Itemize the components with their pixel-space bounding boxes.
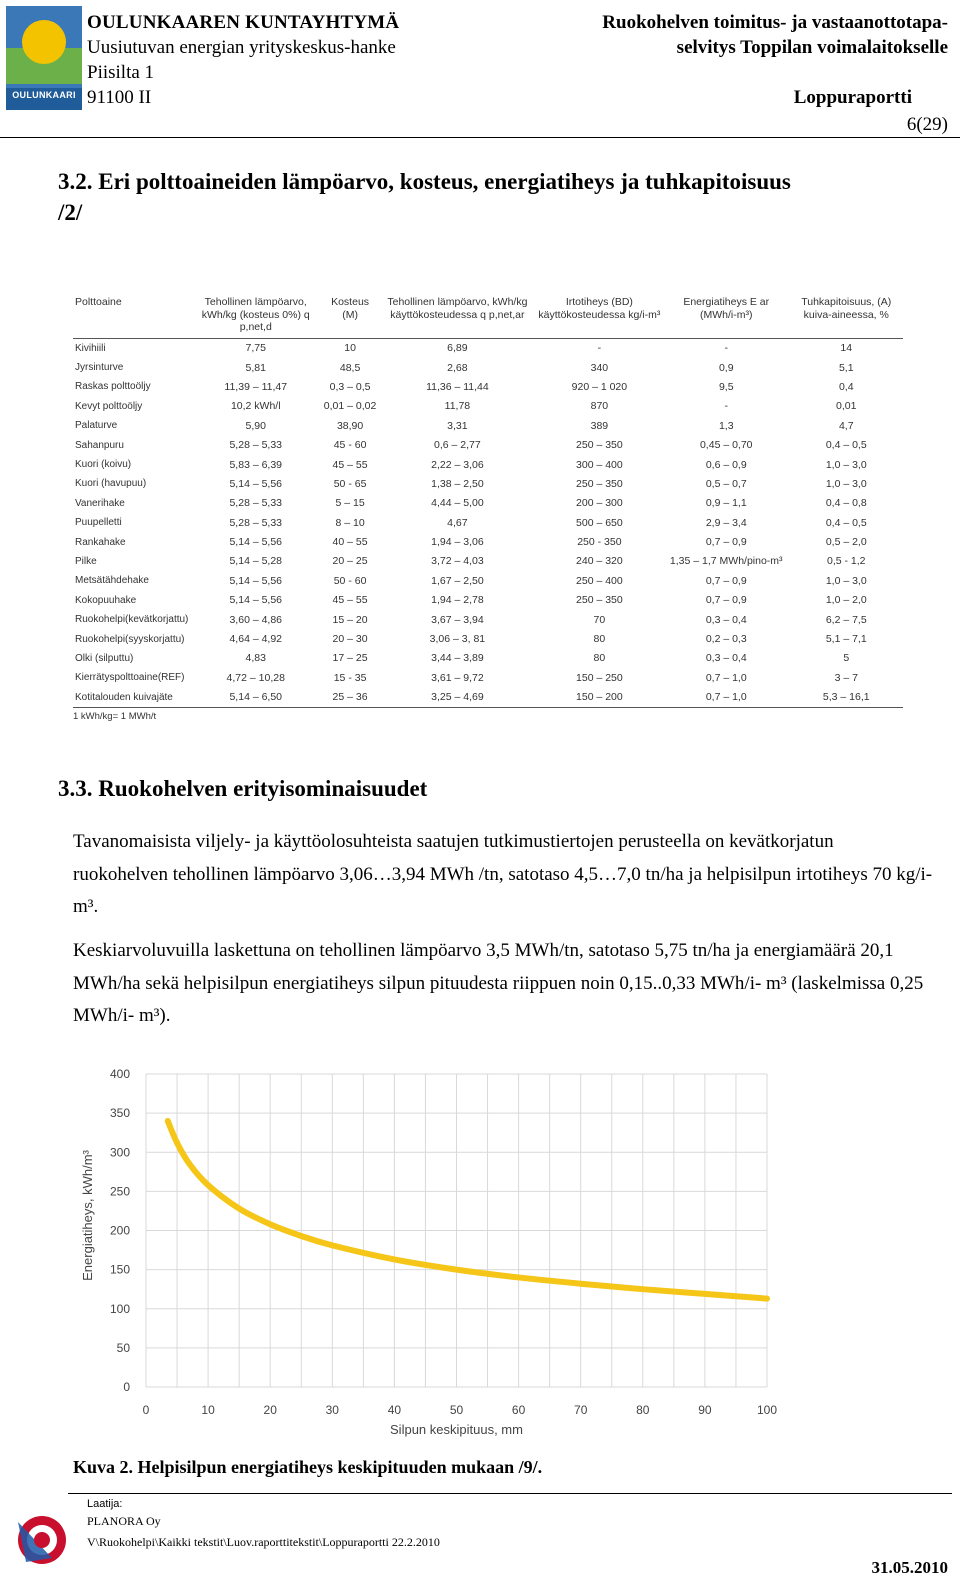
table-cell: 20 – 30 [332, 633, 368, 646]
table-cell: 0,45 – 0,70 [699, 439, 753, 452]
column-header: Kosteus (M) [331, 296, 370, 321]
table-cell: 1,94 – 2,78 [431, 594, 484, 607]
table-cell: 250 - 350 [577, 536, 622, 549]
fuel-name-cell: Rankahake [75, 536, 126, 548]
table-cell: 0,3 – 0,4 [705, 613, 747, 626]
street-address: Piisilta 1 [87, 62, 155, 83]
table-cell: 70 [593, 613, 606, 626]
table-row [73, 591, 903, 610]
section-heading-3-3: 3.3. Ruokohelven erityisominaisuudet [58, 776, 428, 801]
table-cell: 0,7 – 1,0 [705, 671, 747, 684]
column-header: Tehollinen lämpöarvo, kWh/kg käyttökosteudessa q p,net,ar [387, 296, 528, 321]
table-cell: 0,01 – 0,02 [323, 400, 377, 413]
footer-company: PLANORA Oy [87, 1514, 161, 1528]
table-row [73, 416, 903, 435]
fuel-name-cell: Kevyt polttoöljy [75, 400, 143, 412]
fuel-name-cell: Sahanpuru [75, 439, 124, 451]
table-cell: 4,83 [245, 652, 266, 665]
table-cell: 5,14 – 5,56 [229, 574, 283, 587]
footer-date: 31.05.2010 [871, 1558, 948, 1577]
table-cell: 10 [344, 342, 356, 355]
table-cell: 5,14 – 5,28 [229, 555, 283, 568]
table-cell: 45 - 60 [333, 439, 367, 452]
footer-label: Laatija: [87, 1498, 123, 1510]
page-number: 6(29) [906, 114, 948, 135]
logo-sun-icon [22, 20, 66, 64]
energy-density-chart [70, 1060, 790, 1445]
table-cell: 3,72 – 4,03 [431, 555, 484, 568]
table-row [73, 377, 903, 396]
fuel-name-cell: Raskas polttoöljy [75, 381, 151, 393]
table-cell: 0,4 – 0,8 [825, 497, 867, 510]
fuel-name-cell: Kuori (koivu) [75, 459, 132, 471]
x-tick-label: 10 [201, 1403, 215, 1417]
table-cell: 17 – 25 [332, 652, 368, 665]
table-cell: 250 – 350 [576, 439, 623, 452]
footer-path: V\Ruokohelpi\Kaikki tekstit\Luov.raporttitekstit\Loppuraportti 22.2.2010 [87, 1535, 440, 1549]
table-cell: 0,4 [838, 380, 854, 393]
table-cell: 5,28 – 5,33 [229, 439, 283, 452]
table-cell: 15 – 20 [332, 613, 368, 626]
table-cell: 5,90 [245, 419, 266, 432]
table-cell: 5,81 [245, 361, 266, 374]
table-row [73, 552, 903, 571]
table-cell: 45 – 55 [332, 458, 368, 471]
table-cell: 870 [590, 400, 609, 413]
footer-divider [68, 1493, 952, 1494]
y-tick-label: 400 [109, 1067, 130, 1081]
table-row [73, 688, 903, 708]
table-cell: 5,1 – 7,1 [825, 633, 867, 646]
paragraph-1: Tavanomaisista viljely- ja käyttöolosuhteista saatujen tutkimustiertojen perusteella on kevätkorjatun ruokohelven tehollinen lämpöarvo 3,06…3,94 MWh /tn, satotaso 4,5…7,0 tn/ha ja helpisilpun irtotiheys 70 kg/i-m³. [73, 831, 933, 917]
table-cell: 10,2 kWh/l [230, 400, 281, 413]
fuel-name-cell: Metsätähdehake [75, 575, 149, 587]
table-row [73, 455, 903, 474]
table-cell: 80 [593, 652, 606, 665]
table-cell: 0,5 – 0,7 [705, 477, 747, 490]
table-cell: 3,61 – 9,72 [431, 671, 484, 684]
table-cell: 1,94 – 3,06 [431, 536, 484, 549]
table-row [73, 358, 903, 377]
fuel-name-cell: Puupelletti [75, 517, 122, 529]
table-cell: 5 – 15 [335, 497, 365, 510]
table-cell: 5,28 – 5,33 [229, 516, 283, 529]
table-row [73, 649, 903, 668]
table-cell: 5 [843, 652, 850, 665]
table-row [73, 513, 903, 532]
table-cell: 0,2 – 0,3 [705, 633, 747, 646]
table-cell: 5,28 – 5,33 [229, 497, 283, 510]
table-cell: 2,9 – 3,4 [705, 516, 747, 529]
fuel-table-header-row [73, 296, 903, 338]
x-tick-label: 20 [263, 1403, 277, 1417]
table-cell: 4,72 – 10,28 [226, 671, 285, 684]
table-cell: 0,9 [718, 361, 734, 374]
section-heading-3-2: 3.2. Eri polttoaineiden lämpöarvo, kosteus, energiatiheys ja tuhkapitoisuus /2/ [58, 169, 791, 225]
table-cell: 50 - 60 [333, 574, 367, 587]
table-cell: 7,75 [245, 342, 266, 355]
table-cell: 920 – 1 020 [571, 380, 628, 393]
table-cell: 0,4 – 0,5 [825, 439, 867, 452]
table-cell: 5,14 – 5,56 [229, 594, 283, 607]
table-cell: 5,3 – 16,1 [822, 691, 870, 704]
table-cell: 1,0 – 3,0 [825, 477, 867, 490]
y-tick-label: 200 [109, 1223, 130, 1238]
table-cell: 250 – 400 [576, 574, 623, 587]
y-tick-label: 250 [109, 1184, 130, 1199]
table-cell: 1,3 [718, 419, 734, 432]
table-row [73, 571, 903, 590]
org-name: OULUNKAAREN KUNTAYHTYMÄ [87, 12, 400, 33]
x-tick-label: 60 [511, 1403, 526, 1417]
table-cell: 1,0 – 3,0 [825, 574, 867, 587]
report-type: Loppuraportti [793, 87, 912, 108]
table-row [73, 668, 903, 687]
table-cell: 14 [840, 342, 853, 355]
table-cell: 1,0 – 3,0 [825, 458, 867, 471]
y-tick-label: 0 [123, 1380, 130, 1394]
table-cell: 4,44 – 5,00 [431, 497, 484, 510]
y-tick-label: 100 [109, 1301, 130, 1316]
fuel-name-cell: Kuori (havupuu) [75, 478, 147, 490]
table-cell: 4,64 – 4,92 [229, 633, 283, 646]
table-cell: 8 – 10 [335, 516, 365, 529]
table-row [73, 629, 903, 648]
report-title-line1: Ruokohelven toimitus- ja vastaanottotapa- [602, 12, 948, 33]
table-cell: 9,5 [718, 380, 734, 393]
table-cell: 0,6 – 0,9 [705, 458, 747, 471]
fuel-name-cell: Kierrätyspolttoaine(REF) [75, 672, 185, 684]
table-cell: - [724, 342, 728, 355]
table-cell: 3,31 [447, 419, 468, 432]
table-cell: 45 – 55 [332, 594, 368, 607]
table-cell: 1,35 – 1,7 MWh/pino-m³ [669, 555, 783, 568]
table-row [73, 338, 903, 358]
table-cell: 11,39 – 11,47 [224, 380, 288, 393]
table-cell: 38,90 [336, 419, 364, 432]
city-address: 91100 II [87, 87, 152, 108]
project-name: Uusiutuvan energian yrityskeskus-hanke [87, 37, 396, 58]
fuel-name-cell: Palaturve [75, 420, 118, 432]
column-header: Tehollinen lämpöarvo, kWh/kg (kosteus 0%) q p,net,d [201, 296, 310, 333]
header-divider [0, 137, 960, 138]
table-cell: 250 – 350 [576, 594, 623, 607]
table-cell: 340 [590, 361, 609, 374]
table-cell: 3,06 – 3, 81 [429, 633, 486, 646]
fuel-name-cell: Olki (silputtu) [75, 652, 134, 664]
table-row [73, 474, 903, 493]
table-note: 1 kWh/kg= 1 MWh/t [73, 710, 157, 722]
x-tick-label: 90 [698, 1403, 712, 1417]
y-tick-label: 150 [109, 1262, 130, 1277]
figure-caption: Kuva 2. Helpisilpun energiatiheys keskipituuden mukaan /9/. [73, 1457, 543, 1477]
x-tick-label: 100 [756, 1403, 778, 1417]
footer-info [87, 1496, 440, 1551]
column-header: Tuhkapitoisuus, (A) kuiva-aineessa, % [801, 296, 892, 321]
table-cell: 1,0 – 2,0 [825, 594, 867, 607]
y-axis-label: Energiatiheys, kWh/m³ [80, 1150, 95, 1281]
table-cell: 250 – 350 [576, 477, 623, 490]
table-cell: 150 – 250 [576, 671, 623, 684]
table-cell: 11,36 – 11,44 [426, 380, 489, 393]
table-cell: 150 – 200 [576, 691, 623, 704]
x-tick-label: 40 [387, 1403, 402, 1417]
table-cell: 0,3 – 0,5 [329, 380, 371, 393]
table-cell: 0,5 - 1,2 [826, 555, 866, 568]
fuel-name-cell: Jyrsinturve [75, 362, 124, 374]
table-cell: 5,83 – 6,39 [229, 458, 283, 471]
x-tick-label: 80 [636, 1403, 650, 1417]
paragraph-2: Keskiarvoluvuilla laskettuna on tehollinen lämpöarvo 3,5 MWh/tn, satotaso 5,75 tn/ha ja energiamäärä 20,1 MWh/ha sekä helpisilpun energiatiheys silpun pituudesta riippuen noin 0,15..0,33 MWh/i- m³ (laskelmissa 0,25 MWh/i- m³). [73, 940, 924, 1026]
fuel-name-cell: Pilke [75, 555, 97, 567]
logo-text: OULUNKAARI [12, 90, 76, 100]
table-cell: 300 – 400 [576, 458, 623, 471]
x-tick-label: 50 [449, 1403, 464, 1417]
table-cell: 25 – 36 [332, 691, 368, 704]
x-tick-label: 0 [142, 1403, 150, 1417]
table-cell: 6,2 – 7,5 [825, 613, 867, 626]
table-cell: 5,14 – 5,56 [229, 536, 283, 549]
table-cell: 5,14 – 6,50 [229, 691, 283, 704]
table-cell: 0,01 [836, 400, 857, 413]
table-cell: 0,4 – 0,5 [825, 516, 867, 529]
table-cell: 0,3 – 0,4 [705, 652, 747, 665]
column-header: Irtotiheys (BD) käyttökosteudessa kg/i-m³ [538, 296, 661, 321]
y-tick-label: 350 [109, 1106, 130, 1121]
report-title-line2: selvitys Toppilan voimalaitokselle [676, 37, 948, 58]
column-header: Polttoaine [75, 296, 122, 308]
table-row [73, 532, 903, 551]
table-cell: 0,5 – 2,0 [825, 536, 867, 549]
table-cell: 0,7 – 1,0 [705, 691, 747, 704]
fuel-table [73, 296, 903, 722]
table-cell: 3,44 – 3,89 [431, 652, 484, 665]
table-cell: - [724, 400, 728, 413]
fuel-name-cell: Ruokohelpi(syyskorjattu) [75, 633, 185, 645]
planora-logo-icon [12, 1508, 70, 1568]
table-row [73, 610, 903, 629]
table-cell: 0,9 – 1,1 [705, 497, 747, 510]
y-tick-label: 50 [116, 1340, 130, 1355]
table-cell: 0,7 – 0,9 [705, 594, 747, 607]
table-cell: 15 - 35 [333, 671, 367, 684]
table-cell: 4,67 [447, 516, 468, 529]
table-cell: 80 [593, 633, 606, 646]
table-cell: 40 – 55 [332, 536, 368, 549]
header-right [602, 10, 948, 110]
table-cell: 0,6 – 2,77 [434, 439, 481, 452]
table-row [73, 435, 903, 454]
fuel-name-cell: Kivihiili [75, 342, 106, 354]
table-cell: 240 – 320 [576, 555, 623, 568]
table-cell: - [597, 342, 602, 355]
x-axis-label: Silpun keskipituus, mm [390, 1422, 523, 1437]
series-line [168, 1121, 767, 1299]
table-cell: 4,7 [838, 419, 854, 432]
table-cell: 6,89 [447, 342, 468, 355]
table-cell: 0,7 – 0,9 [705, 536, 747, 549]
column-header: Energiatiheys E ar (MWh/i-m³) [683, 296, 770, 321]
fuel-name-cell: Kokopuuhake [75, 594, 137, 606]
table-cell: 389 [590, 419, 609, 432]
x-tick-label: 70 [574, 1403, 588, 1417]
table-cell: 500 – 650 [576, 516, 623, 529]
table-cell: 3,60 – 4,86 [229, 613, 283, 626]
table-cell: 5,1 [838, 361, 854, 374]
header-left [87, 10, 399, 110]
table-row [73, 494, 903, 513]
table-cell: 1,67 – 2,50 [431, 574, 484, 587]
table-cell: 2,68 [447, 361, 468, 374]
table-cell: 200 – 300 [576, 497, 623, 510]
table-cell: 3 – 7 [834, 671, 858, 684]
table-cell: 3,67 – 3,94 [431, 613, 484, 626]
table-cell: 11,78 [444, 400, 471, 413]
table-cell: 2,22 – 3,06 [431, 458, 484, 471]
table-row [73, 397, 903, 416]
x-tick-label: 30 [325, 1403, 339, 1417]
table-cell: 20 – 25 [332, 555, 368, 568]
table-cell: 3,25 – 4,69 [431, 691, 484, 704]
table-cell: 0,7 – 0,9 [705, 574, 747, 587]
fuel-name-cell: Vanerihake [75, 497, 125, 509]
table-cell: 5,14 – 5,56 [229, 477, 283, 490]
fuel-name-cell: Ruokohelpi(kevätkorjattu) [75, 614, 189, 626]
fuel-name-cell: Kotitalouden kuivajäte [75, 691, 173, 703]
y-tick-label: 300 [109, 1145, 130, 1160]
table-cell: 1,38 – 2,50 [431, 477, 484, 490]
table-cell: 48,5 [339, 361, 361, 374]
table-cell: 50 - 65 [333, 477, 367, 490]
